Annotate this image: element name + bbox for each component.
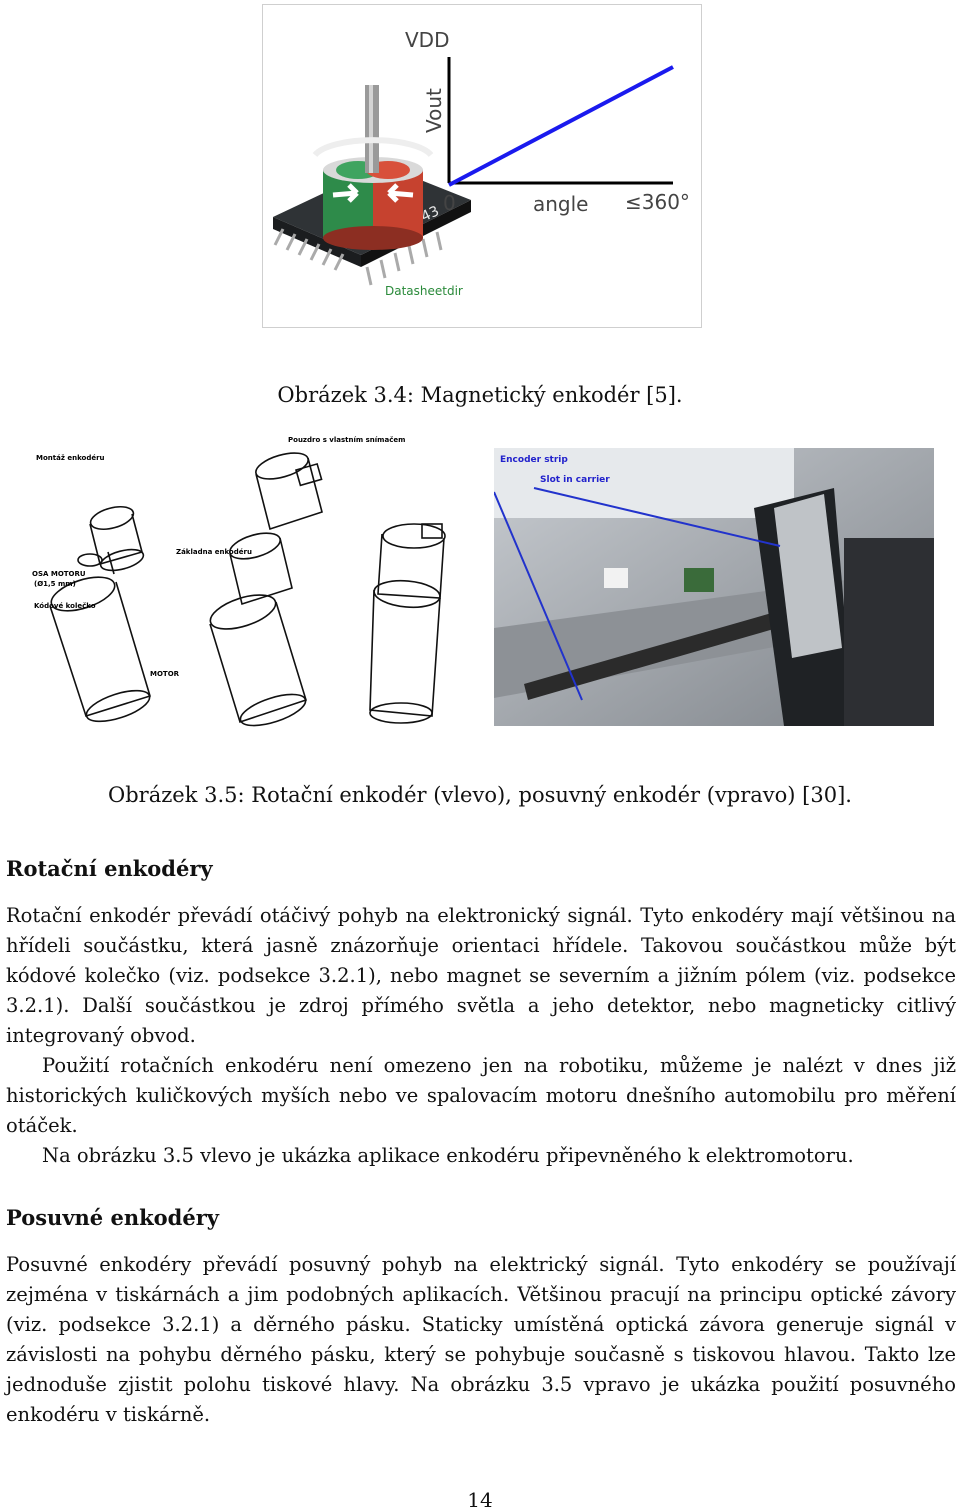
encoder-strip-label: Encoder strip bbox=[500, 455, 568, 465]
section-body-linear bbox=[6, 1250, 956, 1430]
slot-in-carrier-label: Slot in carrier bbox=[540, 475, 610, 485]
rotary-encoder-illustration bbox=[30, 434, 470, 728]
section-body-rotary bbox=[6, 901, 956, 1171]
watermark: Datasheetdir bbox=[385, 284, 463, 298]
printer-photo-illustration bbox=[494, 448, 934, 726]
origin-label: 0 bbox=[443, 191, 456, 215]
linear-encoder-photo bbox=[494, 448, 934, 726]
section-heading-linear: Posuvné enkodéry bbox=[6, 1205, 219, 1230]
motor-axis-label: OSA MOTORU bbox=[32, 570, 86, 578]
magnetic-encoder-figure bbox=[262, 4, 702, 328]
rotary-paragraph-3: Na obrázku 3.5 vlevo je ukázka aplikace enkodéru připevněného k elektromotoru. bbox=[42, 1144, 854, 1167]
vdd-label: VDD bbox=[405, 28, 450, 52]
section-heading-rotary: Rotační enkodéry bbox=[6, 856, 213, 881]
page-number: 14 bbox=[467, 1488, 493, 1512]
magnetic-encoder-illustration bbox=[263, 5, 701, 327]
figure-3-4-caption: Obrázek 3.4: Magnetický enkodér [5]. bbox=[277, 383, 683, 407]
figure-3-5-caption: Obrázek 3.5: Rotační enkodér (vlevo), posuvný enkodér (vpravo) [30]. bbox=[108, 783, 852, 807]
rotary-paragraph-1: Rotační enkodér převádí otáčivý pohyb na elektronický signál. Tyto enkodéry mají většinou na hřídeli součástku, která jasně znázorňuje orientaci hřídele. Takovou součástkou může být kódové kolečko (viz. podsekce 3.2.1), nebo magnet se severním a jižním pólem (viz. podsekce 3.2.1). Další součástkou je zdroj přímého světla a jeho detektor, nebo magneticky citlivý integrovaný obvod. bbox=[6, 904, 956, 1047]
motor-label: MOTOR bbox=[150, 670, 180, 678]
mount-title-label: Montáž enkodéru bbox=[36, 454, 105, 462]
angle-label: angle bbox=[533, 192, 589, 216]
housing-label: Pouzdro s vlastním snímačem bbox=[288, 436, 406, 444]
base-label: Základna enkodéru bbox=[176, 548, 252, 556]
max-angle-label: ≤360° bbox=[625, 190, 690, 214]
axis-dimension-label: (Ø1,5 mm) bbox=[34, 580, 76, 588]
linear-paragraph-1: Posuvné enkodéry převádí posuvný pohyb na elektrický signál. Tyto enkodéry se používají zejména v tiskárnách a jim podobných aplikacích. Většinou pracují na principu optické závory (viz. podsekce 3.2.1) a děrného pásku. Staticky umístěná optická závora generuje signál v závislosti na pohybu děrného pásku, který se pohybuje současně s tiskovou hlavou. Takto lze jednoduše zjistit polohu tiskové hlavy. Na obrázku 3.5 vpravo je ukázka použití posuvného enkodéru v tiskárně. bbox=[6, 1253, 956, 1426]
vout-label: Vout bbox=[422, 88, 446, 133]
rotary-encoder-drawing bbox=[30, 434, 470, 728]
code-wheel-label: Kódové kolečko bbox=[34, 602, 96, 610]
rotary-paragraph-2: Použití rotačních enkodéru není omezeno jen na robotiku, můžeme je nalézt v dnes již historických kuličkových myších nebo ve spalovacím motoru dnešního automobilu pro měření otáček. bbox=[6, 1054, 956, 1137]
